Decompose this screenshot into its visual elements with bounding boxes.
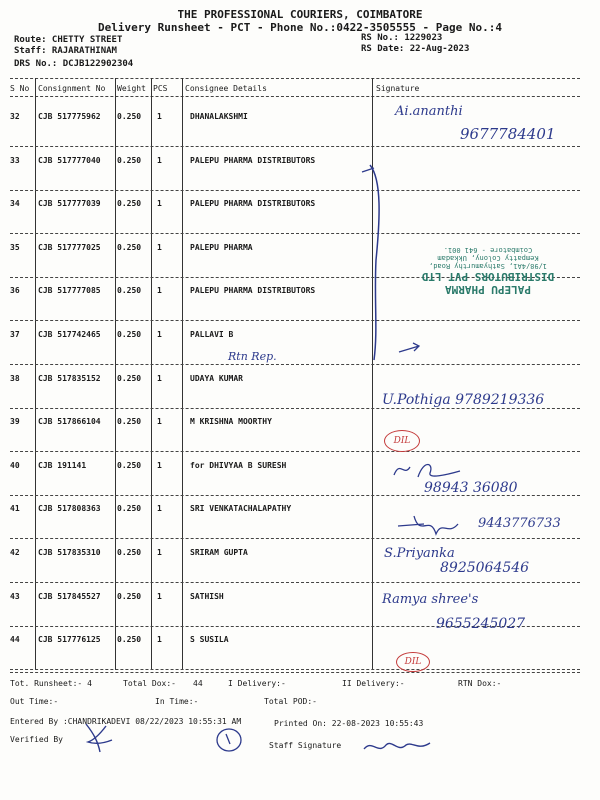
col-weight: Weight bbox=[117, 84, 146, 93]
row-consignment-no: CJB 517777040 bbox=[38, 156, 101, 165]
row-pcs: 1 bbox=[157, 635, 162, 644]
row-consignment-no: CJB 517776125 bbox=[38, 635, 101, 644]
signature-scribble bbox=[394, 510, 474, 540]
row-consignment-no: CJB 517777025 bbox=[38, 243, 101, 252]
row-sno: 42 bbox=[10, 548, 20, 557]
row-separator bbox=[10, 190, 580, 191]
stamp-line: DISTRIBUTORS PVT LTD bbox=[421, 270, 555, 283]
row-consignment-no: CJB 517835152 bbox=[38, 374, 101, 383]
handwritten-phone: 9655245027 bbox=[436, 616, 526, 632]
handwritten-note: Rtn Rep. bbox=[228, 350, 277, 363]
col-sno: S No bbox=[10, 84, 30, 93]
row-separator bbox=[10, 669, 580, 670]
tot-runsheet: Tot. Runsheet:- 4 bbox=[10, 679, 92, 688]
row-weight: 0.250 bbox=[117, 504, 142, 513]
row-sno: 33 bbox=[10, 156, 20, 165]
row-sno: 44 bbox=[10, 635, 20, 644]
drs-number: DRS No.: DCJB122902304 bbox=[14, 59, 134, 69]
handwritten-phone: 9443776733 bbox=[478, 516, 561, 531]
total-pod: Total POD:- bbox=[264, 697, 317, 706]
row-weight: 0.250 bbox=[117, 286, 142, 295]
row-pcs: 1 bbox=[157, 461, 162, 470]
rs-number: RS No.: 1229023 bbox=[361, 33, 443, 43]
row-consignment-no: CJB 517845527 bbox=[38, 592, 101, 601]
row-pcs: 1 bbox=[157, 504, 162, 513]
col-pcs: PCS bbox=[153, 84, 168, 93]
row-separator bbox=[10, 408, 580, 409]
stamp-line: PALEPU PHARMA bbox=[444, 283, 532, 296]
handwritten-signature: U.Pothiga 9789219336 bbox=[382, 392, 545, 408]
row-weight: 0.250 bbox=[117, 461, 142, 470]
runsheet-subtitle: Delivery Runsheet - PCT - Phone No.:0422-3505555 - Page No.:4 bbox=[98, 21, 502, 34]
handwritten-name: Ramya shree's bbox=[382, 592, 479, 607]
i-delivery: I Delivery:- bbox=[228, 679, 286, 688]
signature-bracket bbox=[360, 160, 390, 370]
stamp-line: Kempatty Colony, Ukkadam bbox=[437, 254, 539, 262]
row-weight: 0.250 bbox=[117, 156, 142, 165]
row-pcs: 1 bbox=[157, 548, 162, 557]
dil-circle: DIL bbox=[396, 652, 430, 672]
staff-signature-scribble bbox=[360, 735, 440, 761]
rtn-dox: RTN Dox:- bbox=[458, 679, 502, 688]
row-pcs: 1 bbox=[157, 156, 162, 165]
row-sno: 34 bbox=[10, 199, 20, 208]
row-weight: 0.250 bbox=[117, 243, 142, 252]
row-sno: 35 bbox=[10, 243, 20, 252]
row-pcs: 1 bbox=[157, 243, 162, 252]
row-consignment-no: CJB 517777085 bbox=[38, 286, 101, 295]
row-weight: 0.250 bbox=[117, 374, 142, 383]
row-consignee: SRIRAM GUPTA bbox=[190, 548, 248, 557]
stamp-line: Coimbatore - 641 001. bbox=[443, 246, 533, 254]
row-consignee: PALEPU PHARMA DISTRIBUTORS bbox=[190, 286, 316, 295]
in-time: In Time:- bbox=[155, 697, 199, 706]
row-separator bbox=[10, 364, 580, 365]
row-weight: 0.250 bbox=[117, 112, 142, 121]
row-pcs: 1 bbox=[157, 112, 162, 121]
row-pcs: 1 bbox=[157, 199, 162, 208]
row-pcs: 1 bbox=[157, 417, 162, 426]
company-title: THE PROFESSIONAL COURIERS, COIMBATORE bbox=[177, 8, 423, 21]
row-separator bbox=[10, 146, 580, 147]
arrow-mark bbox=[395, 340, 425, 360]
handwritten-phone: 98943 36080 bbox=[424, 480, 518, 496]
out-time: Out Time:- bbox=[10, 697, 59, 706]
stamp-line: 1/98/4A1, Sathyamurthy Road, bbox=[429, 262, 548, 270]
row-sno: 39 bbox=[10, 417, 20, 426]
row-sno: 40 bbox=[10, 461, 20, 470]
row-weight: 0.250 bbox=[117, 199, 142, 208]
dil-circle: DIL bbox=[384, 430, 420, 452]
row-sno: 32 bbox=[10, 112, 20, 121]
row-sno: 41 bbox=[10, 504, 20, 513]
row-consignment-no: CJB 517775962 bbox=[38, 112, 101, 121]
row-weight: 0.250 bbox=[117, 548, 142, 557]
entered-by: Entered By :CHANDRIKADEVI 08/22/2023 10:55:31 AM bbox=[10, 717, 242, 726]
total-dox-label: Total Dox:- bbox=[123, 679, 176, 688]
rs-date: RS Date: 22-Aug-2023 bbox=[361, 44, 470, 54]
row-pcs: 1 bbox=[157, 592, 162, 601]
row-pcs: 1 bbox=[157, 330, 162, 339]
row-separator bbox=[10, 320, 580, 321]
header-top-rule bbox=[10, 78, 580, 79]
row-separator bbox=[10, 582, 580, 583]
verifier-circle-mark bbox=[214, 726, 246, 754]
handwritten-phone: 9677784401 bbox=[460, 125, 556, 143]
row-sno: 36 bbox=[10, 286, 20, 295]
row-consignee: PALEPU PHARMA bbox=[190, 243, 253, 252]
row-consignee: for DHIVYAA B SURESH bbox=[190, 461, 287, 470]
row-pcs: 1 bbox=[157, 286, 162, 295]
row-consignee: DHANALAKSHMI bbox=[190, 112, 248, 121]
row-consignee: M KRISHNA MOORTHY bbox=[190, 417, 272, 426]
footer-rule bbox=[10, 672, 580, 673]
company-stamp bbox=[393, 212, 583, 296]
verifier-scribble bbox=[80, 720, 120, 756]
row-sno: 43 bbox=[10, 592, 20, 601]
staff-signature-label: Staff Signature bbox=[269, 741, 342, 750]
row-consignment-no: CJB 517742465 bbox=[38, 330, 101, 339]
row-consignee: PALEPU PHARMA DISTRIBUTORS bbox=[190, 199, 316, 208]
row-sno: 38 bbox=[10, 374, 20, 383]
row-separator bbox=[10, 451, 580, 452]
row-weight: 0.250 bbox=[117, 417, 142, 426]
col-signature: Signature bbox=[376, 84, 420, 93]
printed-on: Printed On: 22-08-2023 10:55:43 bbox=[274, 719, 424, 728]
handwritten-name: S.Priyanka bbox=[384, 546, 455, 561]
row-consignee: SRI VENKATACHALAPATHY bbox=[190, 504, 292, 513]
row-consignment-no: CJB 517777039 bbox=[38, 199, 101, 208]
total-dox-value: 44 bbox=[193, 679, 203, 688]
col-consignee: Consignee Details bbox=[185, 84, 267, 93]
ii-delivery: II Delivery:- bbox=[342, 679, 405, 688]
verified-by: Verified By bbox=[10, 735, 63, 744]
row-weight: 0.250 bbox=[117, 592, 142, 601]
row-consignment-no: CJB 517835310 bbox=[38, 548, 101, 557]
row-consignee: S SUSILA bbox=[190, 635, 229, 644]
row-consignment-no: CJB 517866104 bbox=[38, 417, 101, 426]
row-pcs: 1 bbox=[157, 374, 162, 383]
handwritten-phone: 8925064546 bbox=[440, 560, 530, 576]
row-consignee: SATHISH bbox=[190, 592, 224, 601]
route: Route: CHETTY STREET bbox=[14, 35, 123, 45]
staff: Staff: RAJARATHINAM bbox=[14, 46, 117, 56]
row-consignment-no: CJB 517808363 bbox=[38, 504, 101, 513]
col-consignment: Consignment No bbox=[38, 84, 106, 93]
row-weight: 0.250 bbox=[117, 635, 142, 644]
row-separator bbox=[10, 538, 580, 539]
row-consignment-no: CJB 191141 bbox=[38, 461, 87, 470]
row-consignee: UDAYA KUMAR bbox=[190, 374, 243, 383]
row-consignee: PALLAVI B bbox=[190, 330, 234, 339]
row-weight: 0.250 bbox=[117, 330, 142, 339]
row-sno: 37 bbox=[10, 330, 20, 339]
handwritten-name: Ai.ananthi bbox=[395, 104, 463, 119]
row-consignee: PALEPU PHARMA DISTRIBUTORS bbox=[190, 156, 316, 165]
header-bottom-rule bbox=[10, 96, 580, 97]
